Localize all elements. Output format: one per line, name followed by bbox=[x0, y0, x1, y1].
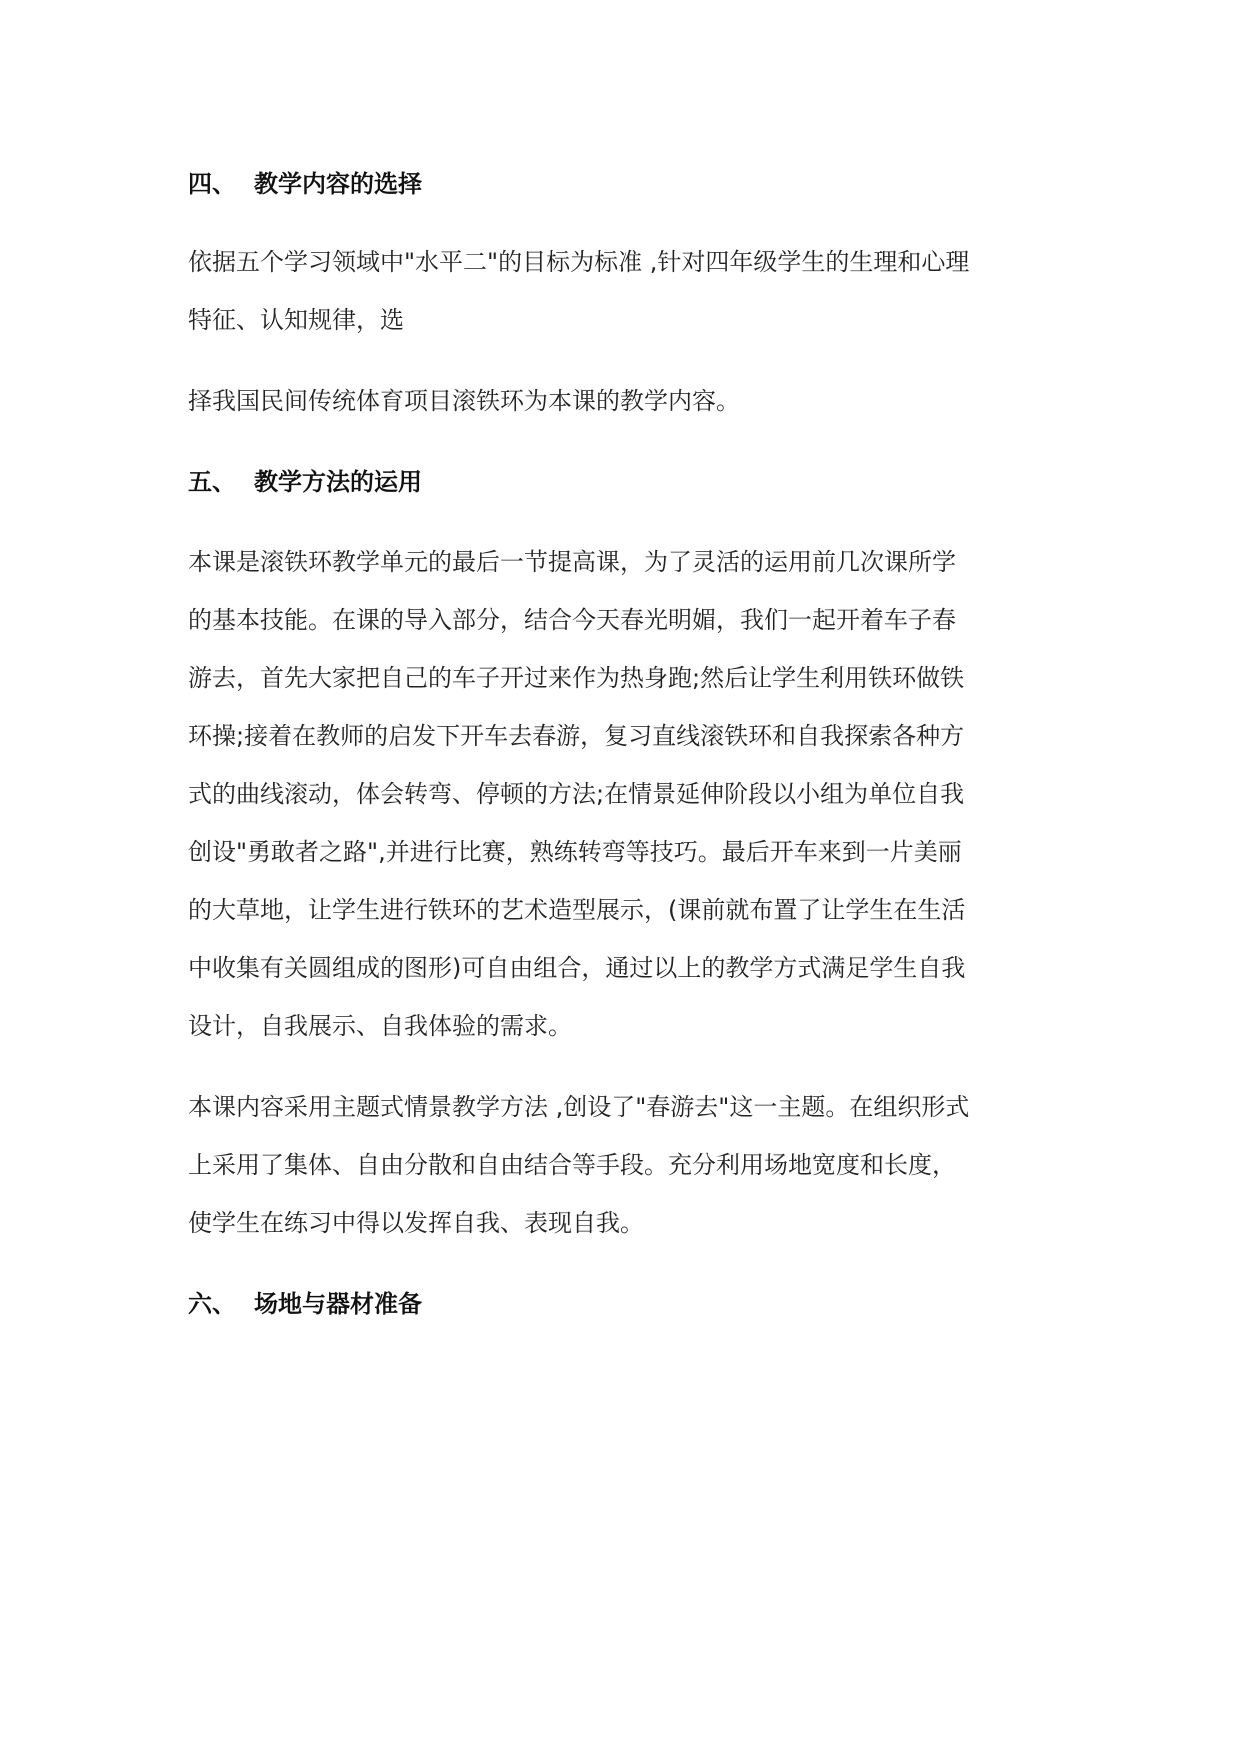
section-5-p2-line-2: 上采用了集体、自由分散和自由结合等手段。充分利用场地宽度和长度， bbox=[188, 1151, 956, 1179]
section-5-number: 五、 bbox=[188, 468, 236, 496]
section-6-title: 场地与器材准备 bbox=[254, 1290, 422, 1318]
section-5-p1-line-3: 游去，首先大家把自己的车子开过来作为热身跑;然后让学生利用铁环做铁 bbox=[188, 664, 965, 692]
section-5-p1-line-5: 式的曲线滚动，体会转弯、停顿的方法;在情景延伸阶段以小组为单位自我 bbox=[188, 780, 965, 808]
section-6-number: 六、 bbox=[188, 1290, 236, 1318]
section-4-number: 四、 bbox=[188, 170, 236, 198]
section-5-p2-line-3: 使学生在练习中得以发挥自我、表现自我。 bbox=[188, 1209, 644, 1237]
section-5-heading bbox=[188, 466, 422, 498]
section-5-p1-line-6: 创设"勇敢者之路",并进行比赛，熟练转弯等技巧。最后开车来到一片美丽 bbox=[188, 838, 962, 866]
section-4-line-3: 择我国民间传统体育项目滚铁环为本课的教学内容。 bbox=[188, 387, 740, 415]
section-5-p2-line-1: 本课内容采用主题式情景教学方法 ,创设了"春游去"这一主题。在组织形式 bbox=[188, 1093, 970, 1121]
section-4-line-2: 特征、认知规律，选 bbox=[188, 306, 404, 334]
section-5-p1-line-4: 环操;接着在教师的启发下开车去春游，复习直线滚铁环和自我探索各种方 bbox=[188, 722, 965, 750]
section-4-line-1: 依据五个学习领域中"水平二"的目标为标准 ,针对四年级学生的生理和心理 bbox=[188, 248, 970, 276]
section-5-title: 教学方法的运用 bbox=[254, 468, 422, 496]
section-4-heading bbox=[188, 168, 422, 200]
section-5-p1-line-2: 的基本技能。在课的导入部分，结合今天春光明媚，我们一起开着车子春 bbox=[188, 606, 956, 634]
section-4-title: 教学内容的选择 bbox=[254, 170, 422, 198]
section-5-p1-line-7: 的大草地，让学生进行铁环的艺术造型展示，(课前就布置了让学生在生活 bbox=[188, 896, 966, 924]
section-5-p1-line-9: 设计，自我展示、自我体验的需求。 bbox=[188, 1012, 572, 1040]
section-5-p1-line-1: 本课是滚铁环教学单元的最后一节提高课，为了灵活的运用前几次课所学 bbox=[188, 548, 956, 576]
section-5-p1-line-8: 中收集有关圆组成的图形)可自由组合，通过以上的教学方式满足学生自我 bbox=[188, 954, 966, 982]
section-6-heading bbox=[188, 1288, 422, 1320]
